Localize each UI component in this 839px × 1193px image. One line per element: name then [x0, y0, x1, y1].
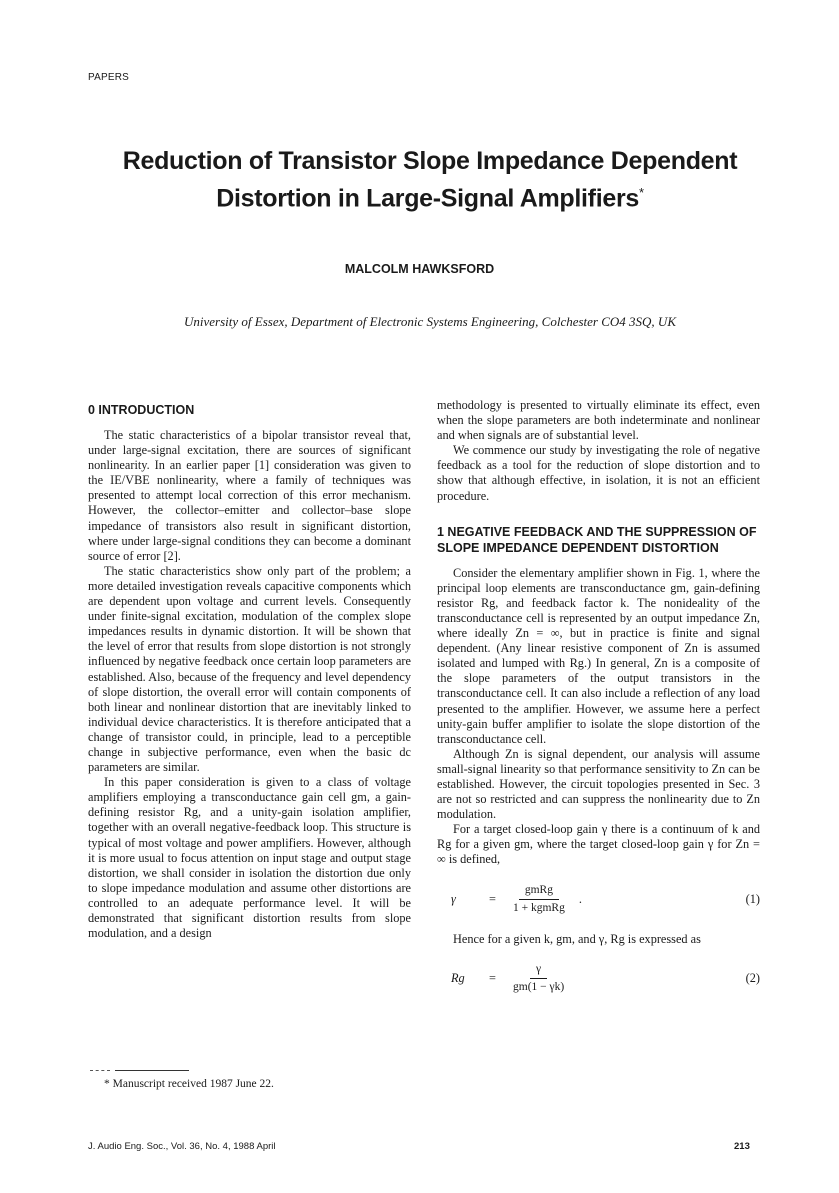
intro-paragraph-2: The static characteristics show only part of the problem; a more detailed investigation reveals capacitive components which are dependent upon voltage and current levels. Consequently under finite-signal excitation, modulation of the complex slope impedances results in dynamic distortion. It will be shown that the level of error that results from slope distortion is not strongly influenced by negative feedback once certain loop parameters are established. Also, because of the frequency and level dependency of slope distortion, the overall error will contain components of both linear and nonlinear distortion that are inevitably linked to individual device characteristics. It is therefore anticipated that a change of transistor could, in principle, lead to a perceptible change in subjective performance, even when the basic dc parameters are similar.: [88, 563, 411, 775]
author-name: MALCOLM HAWKSFORD: [344, 262, 495, 276]
equation-2: Rg = $\frac{\gamma}{gm(1 - \gamma k)}$ (2): [437, 957, 760, 1001]
title-footnote-mark: *: [638, 185, 644, 200]
intro-heading: 0 INTRODUCTION: [88, 403, 195, 417]
intro-paragraph-3-continued: methodology is presented to virtually eliminate its effect, even when the slope parameters are both indeterminate and nonlinear and when signals are of substantial level.: [437, 398, 760, 443]
equation-2-fraction: [507, 962, 570, 995]
right-column: [437, 398, 760, 1011]
equation-1-lhs: γ: [451, 891, 456, 906]
intro-paragraph-4: We commence our study by investigating the role of negative feedback as a tool for the reduction of slope distortion and to show that although effective, in isolation, it is not an efficient procedure.: [437, 443, 760, 503]
equation-1-fraction: [507, 883, 571, 916]
section-1-heading: 1 NEGATIVE FEEDBACK AND THE SUPPRESSION OF SLOPE IMPEDANCE DEPENDENT DISTORTION: [437, 524, 757, 555]
section-1-paragraph-1: Consider the elementary amplifier shown in Fig. 1, where the principal loop elements are transconductance gm, gain-defining resistor Rg, and feedback factor k. The nonideality of the transconductance cell is represented by an output impedance Zn, where ideally Zn = ∞, but in practice is finite and signal dependent. (Any linear resistive component of Zn is assumed isolated and lumped with Rg.) In general, Zn is a composite of the slope parameters of the output transistors in the transconductance cell. It can also include a reflection of any load presented to the amplifier. However, we assume here a perfect unity-gain buffer amplifier to isolate the slope distortion of the transconductance cell.: [437, 565, 760, 746]
equation-1-number: (1): [745, 891, 760, 906]
footnote: * Manuscript received 1987 June 22.: [104, 1078, 274, 1090]
intro-paragraph-3: In this paper consideration is given to a class of voltage amplifiers employing a transconductance gain cell gm, a gain-defining resistor Rg, and a unity-gain isolation amplifier, together with an overall negative-feedback loop. This structure is typical of most voltage and power amplifiers. However, although it is more usual to focus attention on input stage and output stage distortion, we shall consider in isolation the distortion due only to slope impedance modulation and assume other distortions are controlled to an adequate performance level. It will be demonstrated that significant distortion results from slope modulation, and a design: [88, 775, 411, 941]
equation-2-number: (2): [745, 971, 760, 986]
equation-2-numerator: γ: [530, 962, 547, 979]
running-head: PAPERS: [88, 72, 130, 83]
left-column: [88, 402, 411, 941]
section-1-paragraph-4: Hence for a given k, gm, and γ, Rg is expressed as: [453, 931, 701, 946]
equation-2-lhs: Rg: [451, 971, 465, 986]
paper-title: [60, 146, 800, 214]
title-line-1: Reduction of Transistor Slope Impedance Dependent: [122, 147, 738, 175]
author-affiliation: University of Essex, Department of Electronic Systems Engineering, Colchester CO4 3SQ, UK: [184, 314, 676, 329]
journal-citation: J. Audio Eng. Soc., Vol. 36, No. 4, 1988 April: [88, 1141, 276, 1152]
page-number: 213: [734, 1141, 750, 1152]
section-1-paragraph-3: For a target closed-loop gain γ there is a continuum of k and Rg for a given gm, where the target closed-loop gain γ for Zn = ∞ is defined,: [437, 822, 760, 867]
footnote-rule: [115, 1070, 189, 1071]
title-line-2: Distortion in Large-Signal Amplifiers: [216, 184, 639, 213]
footnote-rule-dashes: [90, 1070, 110, 1071]
equation-1-denominator: 1 + kgmRg: [513, 902, 565, 915]
intro-paragraph-1: The static characteristics of a bipolar transistor reveal that, under large-signal excitation, there are sources of significant nonlinearity. In an earlier paper [1] consideration was given to the IE/VBE nonlinearity, where a family of techniques was presented to attempt local correction of this error mechanism. However, the collector–emitter and collector–base slope impedance of transistors also result in significant distortion, where under large-signal conditions they can become a dominant source of error [2].: [88, 428, 411, 563]
equation-1: γ = $\frac{\text{gmRg}}{\text{1 + kgmRg}}$ . (1): [437, 878, 760, 922]
equation-2-denominator: gm(1 − γk): [513, 981, 565, 994]
section-1-paragraph-2: Although Zn is signal dependent, our analysis will assume small-signal linearity so that performance sensitivity to Zn can be established. However, the circuit topologies presented in Sec. 3 are not so restricted and can suppress the nonlinearity due to Zn modulation.: [437, 746, 760, 822]
equation-1-numerator: gmRg: [519, 883, 559, 900]
